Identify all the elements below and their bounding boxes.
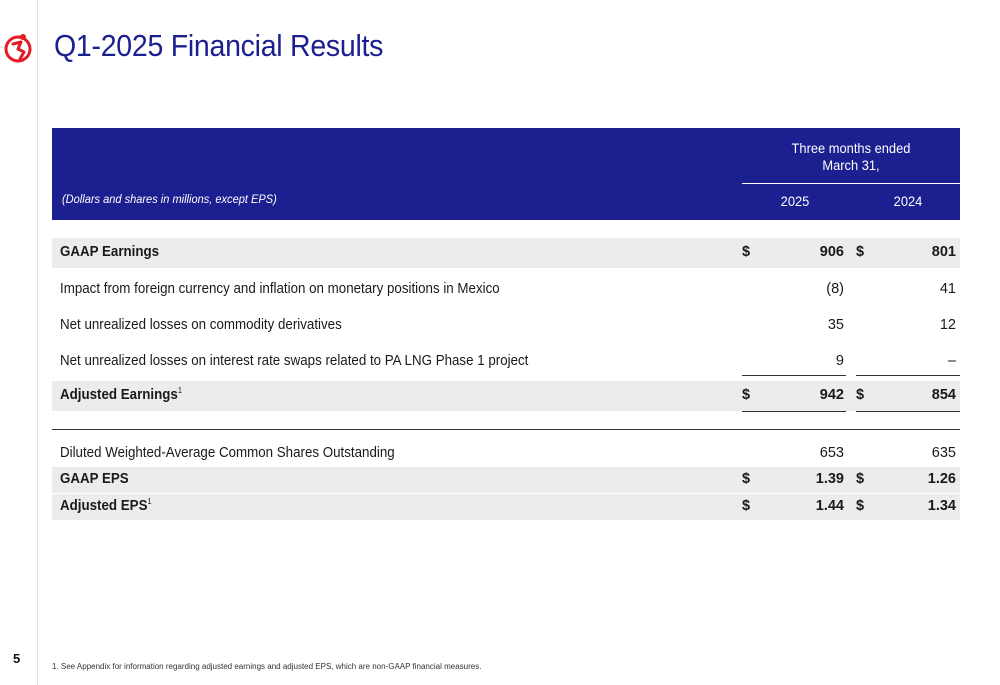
row-label: Impact from foreign currency and inflation on monetary positions in Mexico	[60, 281, 500, 297]
row-label: Net unrealized losses on commodity derivatives	[60, 317, 342, 333]
value-2024: –	[947, 353, 956, 369]
value-2025: (8)	[826, 281, 844, 297]
left-divider	[37, 0, 38, 685]
value-2024: 12	[939, 317, 956, 333]
currency-symbol: $	[742, 471, 751, 487]
row-label: GAAP EPS	[60, 471, 129, 487]
value-2025: 906	[819, 244, 844, 260]
currency-symbol: $	[856, 471, 865, 487]
subtotal-rule-2024	[856, 375, 960, 376]
year-2024-header: 2024	[893, 193, 923, 209]
value-2024: 854	[931, 387, 956, 403]
value-2025: 1.44	[815, 498, 844, 514]
row-label	[60, 498, 152, 514]
value-2024: 1.26	[927, 471, 956, 487]
row-label-text: Adjusted Earnings	[60, 387, 178, 403]
financial-results-table	[52, 128, 960, 514]
footnote-marker: 1	[177, 386, 182, 396]
table-row-adjusted-eps	[52, 494, 960, 520]
currency-symbol: $	[856, 498, 865, 514]
row-label: GAAP Earnings	[60, 244, 160, 260]
value-2025: 942	[819, 387, 844, 403]
table-row-fx-impact	[52, 275, 960, 305]
table-row-diluted-shares	[52, 439, 960, 469]
units-note: (Dollars and shares in millions, except EPS)	[62, 192, 277, 206]
value-2024: 1.34	[927, 498, 956, 514]
period-header	[751, 140, 952, 174]
footnote: 1. See Appendix for information regarding adjusted earnings and adjusted EPS, which are non-GAAP financial measures.	[52, 662, 482, 671]
value-2024: 635	[931, 445, 956, 461]
currency-symbol: $	[856, 387, 865, 403]
period-underline	[742, 183, 960, 184]
row-label: Net unrealized losses on interest rate swaps related to PA LNG Phase 1 project	[60, 353, 529, 369]
page-number: 5	[13, 651, 21, 666]
subtotal-rule-2025	[742, 375, 846, 376]
table-row-commodity-derivatives	[52, 311, 960, 341]
period-line-1: Three months ended	[791, 140, 911, 156]
currency-symbol: $	[856, 244, 865, 260]
value-2025: 1.39	[815, 471, 844, 487]
currency-symbol: $	[742, 498, 751, 514]
company-logo-icon	[4, 32, 32, 64]
total-rule-2025	[742, 411, 846, 412]
value-2024: 41	[939, 281, 956, 297]
period-line-2: March 31,	[822, 157, 880, 173]
section-divider	[52, 429, 960, 430]
table-row-gaap-eps	[52, 467, 960, 493]
value-2025: 35	[827, 317, 844, 333]
value-2025: 9	[835, 353, 844, 369]
year-2025-header: 2025	[780, 193, 810, 209]
value-2024: 801	[931, 244, 956, 260]
row-label: Diluted Weighted-Average Common Shares Outstanding	[60, 445, 395, 461]
currency-symbol: $	[742, 387, 751, 403]
value-2025: 653	[819, 445, 844, 461]
row-label	[60, 387, 182, 403]
page-title: Q1-2025 Financial Results	[54, 28, 384, 63]
table-row-interest-rate-swaps	[52, 347, 960, 377]
table-row-adjusted-earnings	[52, 381, 960, 411]
table-header	[52, 128, 960, 220]
row-label-text: Adjusted EPS	[60, 498, 148, 514]
total-rule-2024	[856, 411, 960, 412]
currency-symbol: $	[742, 244, 751, 260]
footnote-marker: 1	[147, 497, 152, 507]
table-row-gaap-earnings	[52, 238, 960, 268]
